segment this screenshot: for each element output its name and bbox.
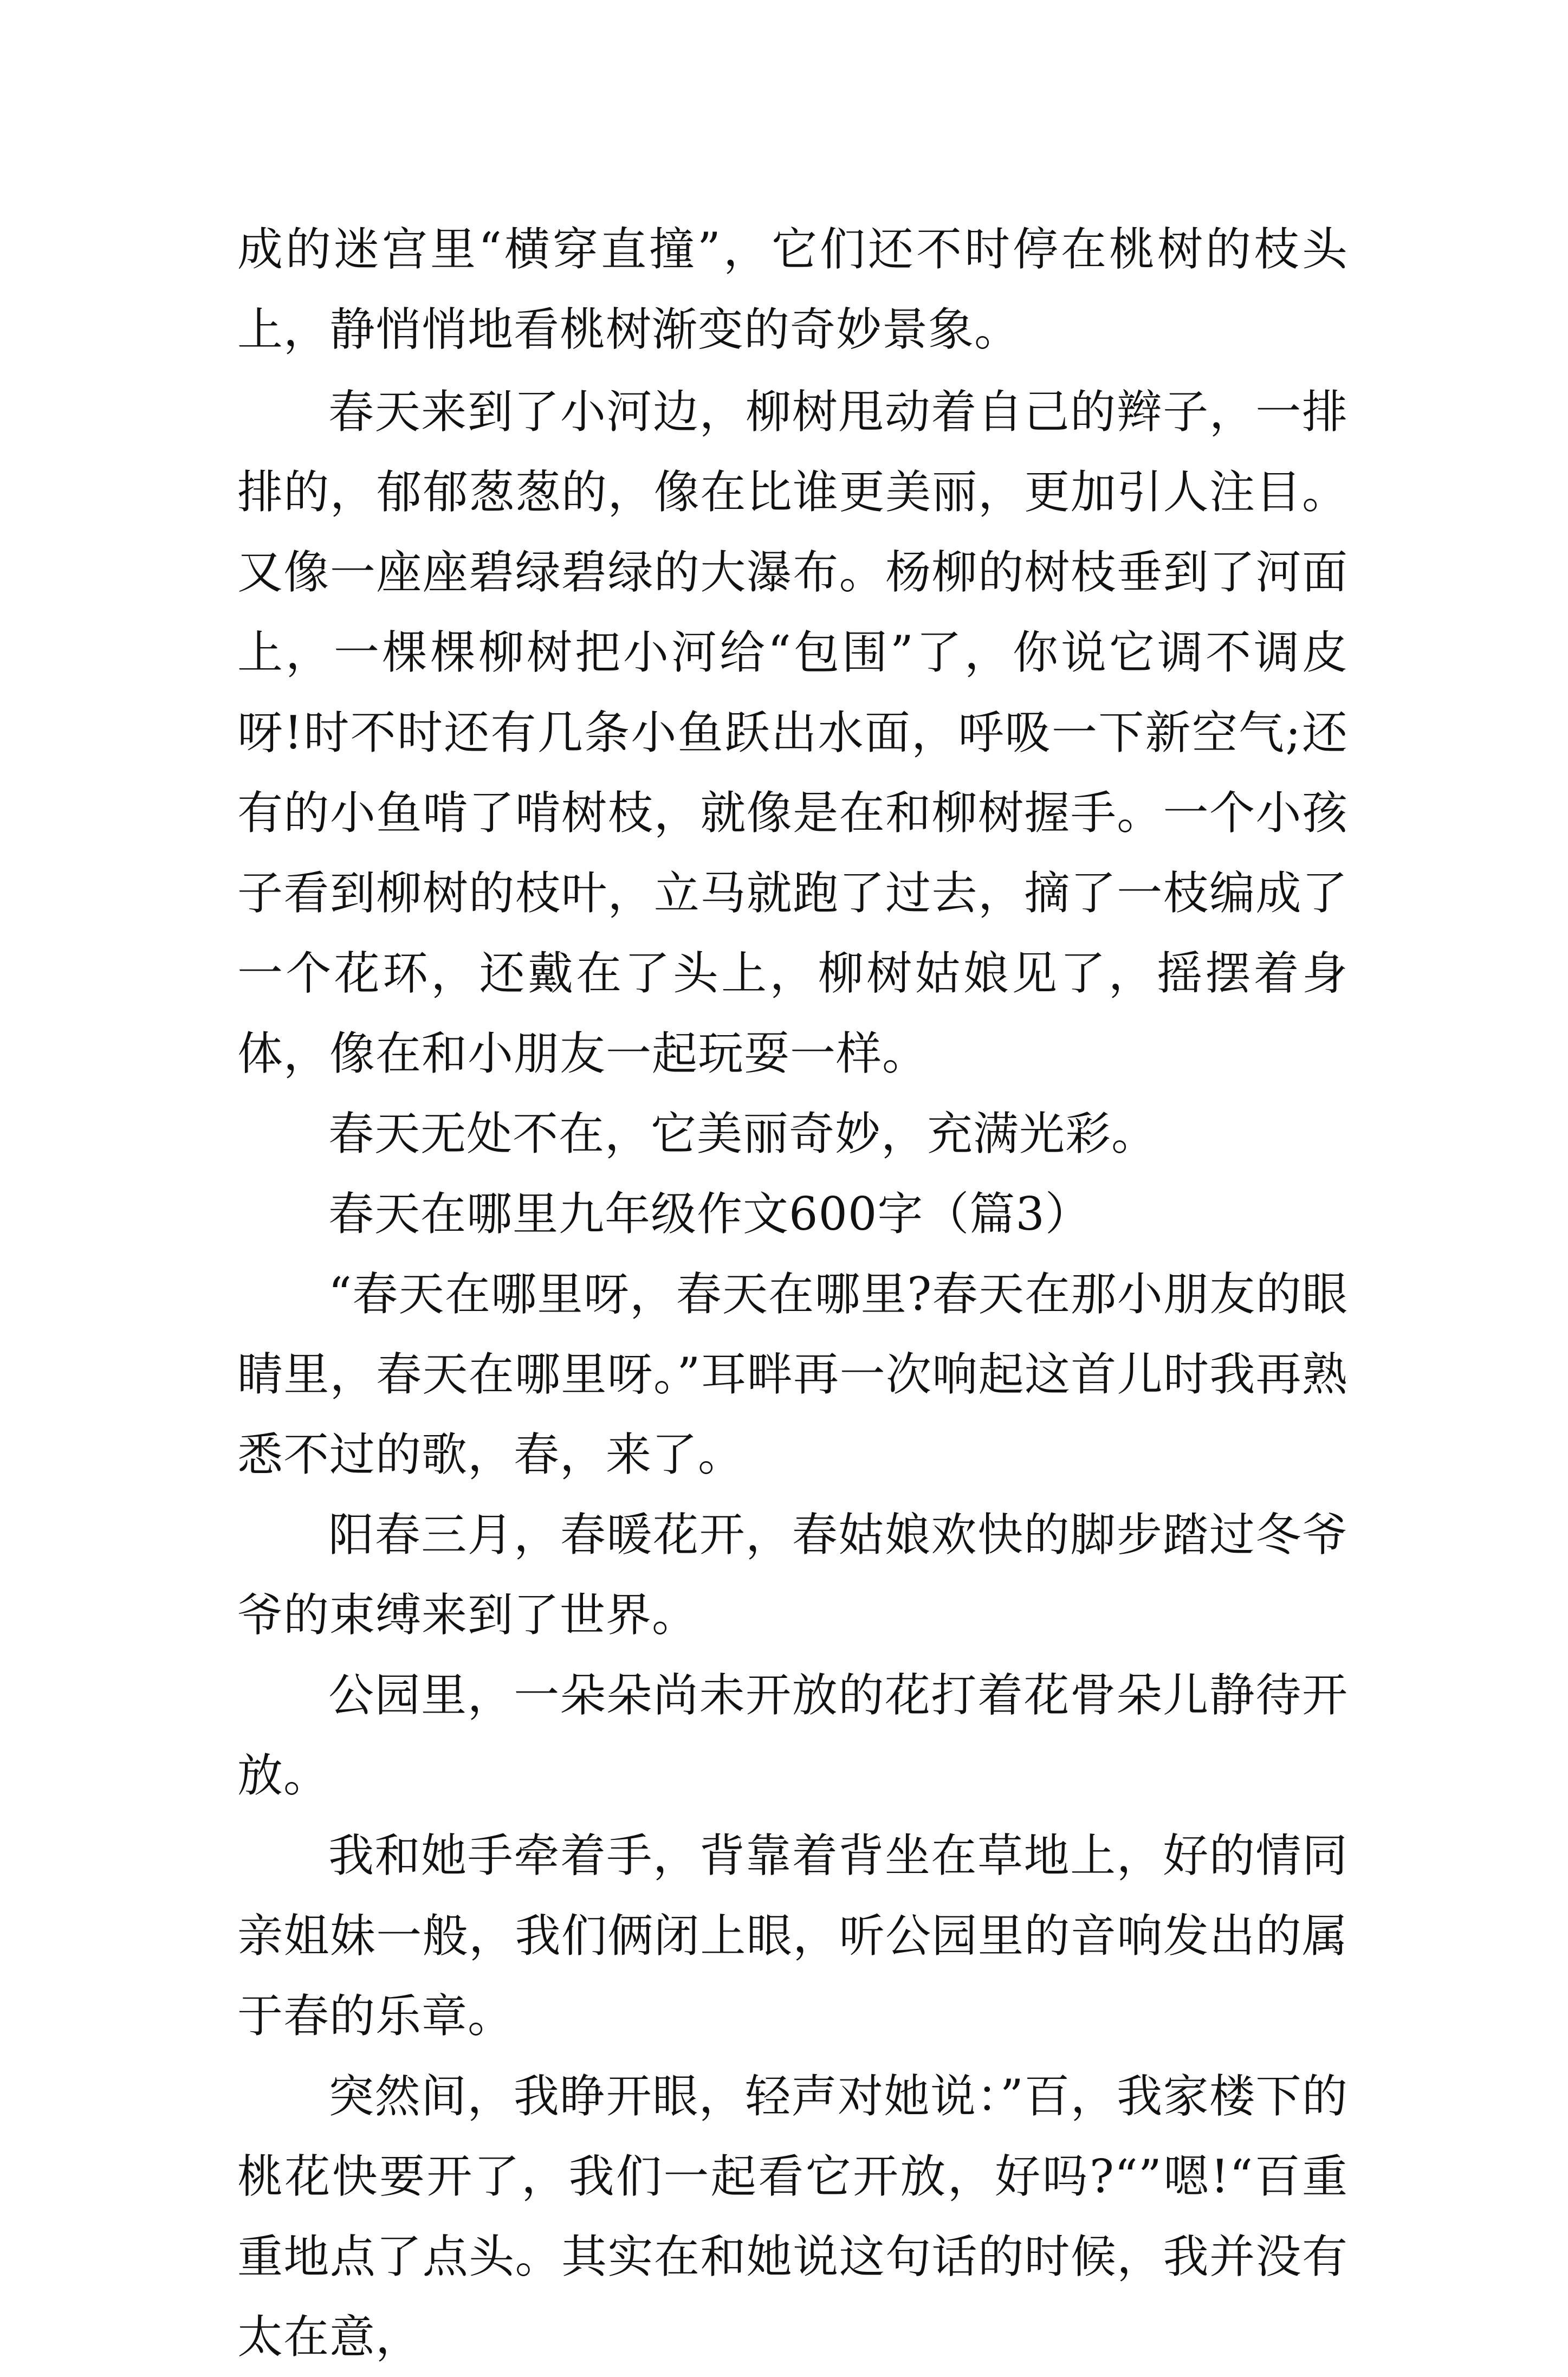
paragraph-spring-everywhere: 春天无处不在，它美丽奇妙，充满光彩。 <box>328 1107 1158 1160</box>
paragraph-hand-in-hand: 我和她手牵着手，背靠着背坐在草地上，好的情同亲姐妹一般，我们俩闭上眼，听公园里的音响发出的属于春的乐章。 <box>237 1829 1348 2043</box>
paragraph-peach-blossom: 突然间，我睁开眼，轻声对她说：”百，我家楼下的桃花快要开了，我们一起看它开放，好吗?“”嗯!“百重重地点了点头。其实在和她说这句话的时候，我并没有太在意， <box>237 2070 1348 2363</box>
paragraph-willow-river: 春天来到了小河边，柳树甩动着自己的辫子，一排排的，郁郁葱葱的，像在比谁更美丽，更加引人注目。又像一座座碧绿碧绿的大瀑布。杨柳的树枝垂到了河面上，一棵棵柳树把小河给“包围”了，你说它调不调皮呀!时不时还有几条小鱼跃出水面，呼吸一下新空气;还有的小鱼啃了啃树枝，就像是在和柳树握手。一个小孩子看到柳树的枝叶，立马就跑了过去，摘了一枝编成了一个花环，还戴在了头上，柳树姑娘见了，摇摆着身体，像在和小朋友一起玩耍一样。 <box>237 385 1348 1080</box>
document-body <box>237 209 1348 2377</box>
paragraph-march: 阳春三月，春暖花开，春姑娘欢快的脚步踏过冬爷爷的束缚来到了世界。 <box>237 1508 1348 1642</box>
paragraph-song: “春天在哪里呀，春天在哪里?春天在那小朋友的眼睛里，春天在哪里呀。”耳畔再一次响起这首儿时我再熟悉不过的歌，春，来了。 <box>237 1268 1348 1481</box>
paragraph-park-flowers: 公园里，一朵朵尚未开放的花打着花骨朵儿静待开放。 <box>237 1669 1348 1802</box>
essay-title-part-3: 春天在哪里九年级作文600字（篇3） <box>328 1187 1091 1241</box>
paragraph-continuation: 成的迷宫里“横穿直撞”，它们还不时停在桃树的枝头上，静悄悄地看桃树渐变的奇妙景象。 <box>237 223 1348 356</box>
